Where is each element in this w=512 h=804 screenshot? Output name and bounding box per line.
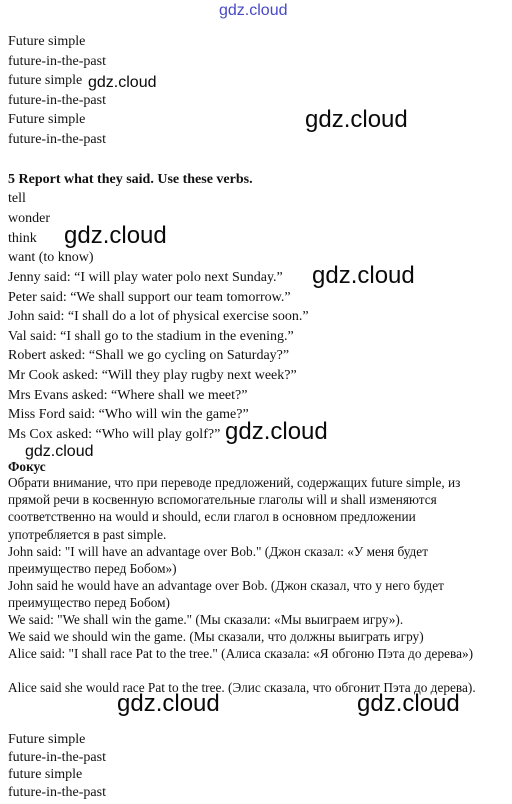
verb-item: wonder <box>8 211 50 226</box>
top-line-5: Future simple <box>8 112 86 127</box>
sentence-line: Peter said: “We shall support our team tomorrow.” <box>8 290 291 305</box>
verb-item: want (to know) <box>8 250 94 265</box>
watermark: gdz.cloud <box>64 222 167 249</box>
top-line-4: future-in-the-past <box>8 93 106 108</box>
sentence-line: Miss Ford said: “Who will win the game?” <box>8 407 249 422</box>
bottom-line-3: future simple <box>8 767 83 782</box>
bottom-line-2: future-in-the-past <box>8 750 106 765</box>
focus-example: John said: "I will have an advantage over Bob." (Джон сказал: «У меня будет преимущество перед Бобом») <box>8 544 429 577</box>
watermark: gdz.cloud <box>312 262 415 289</box>
bottom-line-4: future-in-the-past <box>8 785 106 800</box>
sentence-line: Robert asked: “Shall we go cycling on Saturday?” <box>8 348 290 363</box>
watermark: gdz.cloud <box>88 74 157 91</box>
focus-heading: Фокус <box>8 459 46 474</box>
top-line-1: Future simple <box>8 34 86 49</box>
top-line-6: future-in-the-past <box>8 132 106 147</box>
sentence-line: Mr Cook asked: “Will they play rugby next week?” <box>8 368 297 383</box>
sentence-line: Ms Cox asked: “Who will play golf?” <box>8 427 221 442</box>
verb-item: tell <box>8 191 26 206</box>
exercise-heading: 5 Report what they said. Use these verbs. <box>8 172 253 187</box>
top-line-3: future simple <box>8 73 83 88</box>
verb-item: think <box>8 231 37 246</box>
sentence-line: Val said: “I shall go to the stadium in the evening.” <box>8 329 294 344</box>
focus-example: John said he would have an advantage over Bob. (Джон сказал, что у него будет преимущество перед Бобом) <box>8 578 444 611</box>
sentence-line: John said: “I shall do a lot of physical exercise soon.” <box>8 309 309 324</box>
sentence-line: Mrs Evans asked: “Where shall we meet?” <box>8 388 248 403</box>
watermark: gdz.cloud <box>225 418 328 445</box>
sentence-line: Jenny said: “I will play water polo next Sunday.” <box>8 270 283 285</box>
watermark-top: gdz.cloud <box>219 2 288 19</box>
watermark: gdz.cloud <box>25 443 94 460</box>
focus-example: We said we should win the game. (Мы сказали, что должны выиграть игру) <box>8 629 424 644</box>
focus-paragraph: Обрати внимание, что при переводе предложений, содержащих future simple, из прямой речи в косвенную вспомогательные глаголы will и shall изменяются соответственно на would и should, если глагол в основном предложении употребляется в past simple. <box>8 475 461 542</box>
watermark: gdz.cloud <box>117 690 220 717</box>
bottom-line-1: Future simple <box>8 732 86 747</box>
watermark: gdz.cloud <box>357 690 460 717</box>
focus-example: We said: "We shall win the game." (Мы сказали: «Мы выиграем игру»). <box>8 612 404 627</box>
focus-example: Alice said: "I shall race Pat to the tree." (Алиса сказала: «Я обгоню Пэта до дерева») <box>8 646 474 661</box>
focus-example: Alice said she would race Pat to the tree. (Элис сказала, что обгонит Пэта до дерева). <box>8 680 476 695</box>
watermark: gdz.cloud <box>305 106 408 133</box>
top-line-2: future-in-the-past <box>8 54 106 69</box>
